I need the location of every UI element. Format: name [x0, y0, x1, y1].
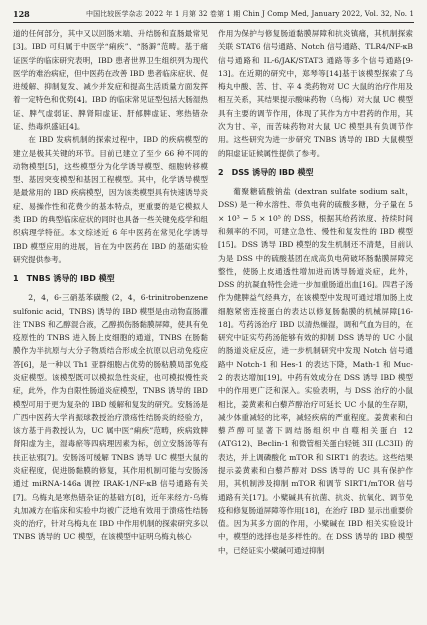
section-title-tnbs: 1 TNBS 诱导的 IBD 模型 — [13, 274, 115, 284]
left-column — [13, 27, 208, 619]
header-rule — [13, 22, 414, 23]
section-title-dss: 2 DSS 诱导的 IBD 模型 — [218, 167, 314, 177]
paragraph-tnbs-model: 2，4，6-三硝基苯磺酸 (2，4，6-trinitrobenzene sulfonic acid，TNBS) 诱导的 IBD 模型是由动物直肠灌注 TNBS 和乙醇混合液，乙醇损伤肠黏膜屏障，使具有免疫原性的 TNBS 进入肠上皮细胞的通道，TNBS 在肠黏膜作为半抗原与大分子物质结合形成全抗原以启动免疫应答[6]，是一种以 Th1 亚群细胞占优势的肠粘膜局部免疫炎症模型。该模型既可以模拟急性炎症，也可模拟慢性炎症，此外，作为自限性肠道炎症模型，TNBS 诱导的 IBD 模型可用于更为复杂的 IBD 缓解和复发的研究。安肠汤是广西中医药大学肖振球教授治疗溃疡性结肠炎的经验方，该方基于肖教授认为，UC 属中医“痢疾”范畴，疾病致脾肾阳虚为主，湿毒瘀等四病理因素为标，创立安肠汤等有扶正祛邪[7]。安肠汤可缓解 TNBS 诱导 UC 模型大鼠的炎症程度，促进肠黏膜的修复，其作用机制可能与安肠汤通过 miRNA-146a 调控 IRAK-1/NF-κB 信号通路有关[7]。乌梅丸是寒热错杂证的基础方[8]，近年来经方-乌梅丸加减方在临床和实验中均被广泛地有效用于溃疡性结肠炎的治疗，针对乌梅丸在 IBD 中作用机制的探索研究多以 TNBS 诱导的 UC 模型，在该模型中证明乌梅丸核心 — [13, 293, 208, 542]
paragraph-model-overview: 在 IBD 发病机制的探索过程中，IBD 的疾病模型的建立是极其关键的环节。目前已建立了至少 66 种不同的动物模型[5]，这些模型分为化学诱导模型、细胞转移模型、基因突变模型和基因工程模型。其中，化学诱导模型是最常用的 IBD 疾病模型，因为该类模型具有快速诱导炎症、易操作性和花费少的基本特点，更重要的是它模拟人类 IBD 的典型临床症状的同时也具备一些关键免疫学和组织病理学特征。本文综述近 6 年中医药在常见化学诱导 IBD 模型应用的进展，旨在为中医药在 IBD 的基础实验研究提供参考。 — [13, 135, 208, 264]
journal-citation: 中国比较医学杂志 2022 年 1 月第 32 卷第 1 期 Chin J Comp Med, January 2022, Vol. 32, No. 1 — [85, 10, 414, 18]
right-column — [218, 27, 413, 619]
paragraph-dss-model: 葡聚糖硫酸钠盐 (dextran sulfate sodium salt，DSS) 是一种水溶性、带负电荷的硫酸多糖，分子量在 5 × 10³ ~ 5 × 10⁵ 的 DSS，根据其给药浓度、持续时间和频率的不同，可建立急性、慢性和复发性的 IBD 模型[15]。DSS 诱导 IBD 模型的发生机制还不清楚，目前认为是 DSS 中的硫酸基团在成高负电荷破坏肠黏膜屏障完整性，使肠上皮通透性增加进而诱导肠道炎症，此外，DSS 的抗凝血特性会进一步加重肠道出血[16]。四君子汤作为健脾益气经典方，在该模型中发现可通过增加肠上皮细胞紧密连接蛋白的表达以修复肠黏膜的机械屏障[16-18]。芍药汤治疗 IBD 以清热燥湿，调和气血为目的，在研究中证实芍药汤能够有效的抑制 DSS 诱导的 UC 小鼠的肠道炎症反应，进一步机制研究中发现 Notch 信号通路中 Notch-1 和 Hes-1 的表达下降，Math-1 和 Muc-2 的表达增加[19]。中药有效成分在 DSS 诱导 IBD 模型中的作用更广泛和深入。实验表明，与 DSS 治疗的小鼠相比，姜黄素和白藜芦醇治疗可延长 UC 小鼠的生存期，减少体重减轻的比率，减轻疾病的严重程度。姜黄素和白藜芦醇可显著下调结肠组织中自噬相关蛋白 12 (ATG12)、Beclin-1 和微管相关蛋白轻链 3II (LC3II) 的表达，并上调磷酸化 mTOR 和 SIRT1 的表达。这些结果提示姜黄素和白藜芦醇对 DSS 诱导的 UC 具有保护作用，其机制涉及抑制 mTOR 和调节 SIRT1/mTOR 信号通路有关[17]。小檗碱具有抗菌、抗炎、抗氧化、调节免疫和修复肠道屏障等作用[18]，在治疗 IBD 显示出重要价值。因为其多方面的作用，小檗碱在 IBD 相关实验设计中，模型的选择也是多样性的。在 DSS 诱导的 IBD 模型中，已经证实小檗碱可通过抑制 — [218, 187, 413, 555]
running-header — [13, 8, 414, 20]
paragraph-wumei-mechanism: 作用为保护与修复肠道黏膜屏障和抗炎镇痛，其机制探索关联 STAT6 信号通路、Notch 信号通路、TLR4/NF-κB 信号通路和 IL-6/JAK/STAT3 通路等多个信号通路[9-13]。在近期的研究中，郑琴等[14]基于该模型探索了乌梅丸中酸、苦、甘、辛 4 类药物对 UC 大鼠的治疗作用及相互关系，其结果提示酸味药物（乌梅）对大鼠 UC 模型具有主要的调节作用，体现了其作为方中君药的作用，其次为甘、辛，而苦味药物对大鼠 UC 模型具有负调节作用。这些研究为进一步研究 TNBS 诱导的 IBD 大鼠模型的阳虚证证候属性提供了参考。 — [218, 29, 413, 158]
page-number: 128 — [13, 9, 30, 19]
paragraph-intro-continued: 道的任何部分，其中又以回肠末端、升结肠和直肠最常见[3]。IBD 可归属于中医学“痢疾”、“肠澼”范畴。基于痛证医学的临床研究表明，IBD 患者世界卫生组织列为现代医学的难治病症，但中医药在改善 IBD 患者临床症状、促进缓解、抑制复发、减少并发症和提高生活质量方面发挥着一定特色和优势[4]。IBD 的临床常见证型包括大肠湿热证、脾气虚弱证、脾肾阳虚证、肝郁脾虚证、寒热错杂证、热毒炽盛证[4]。 — [13, 29, 208, 131]
